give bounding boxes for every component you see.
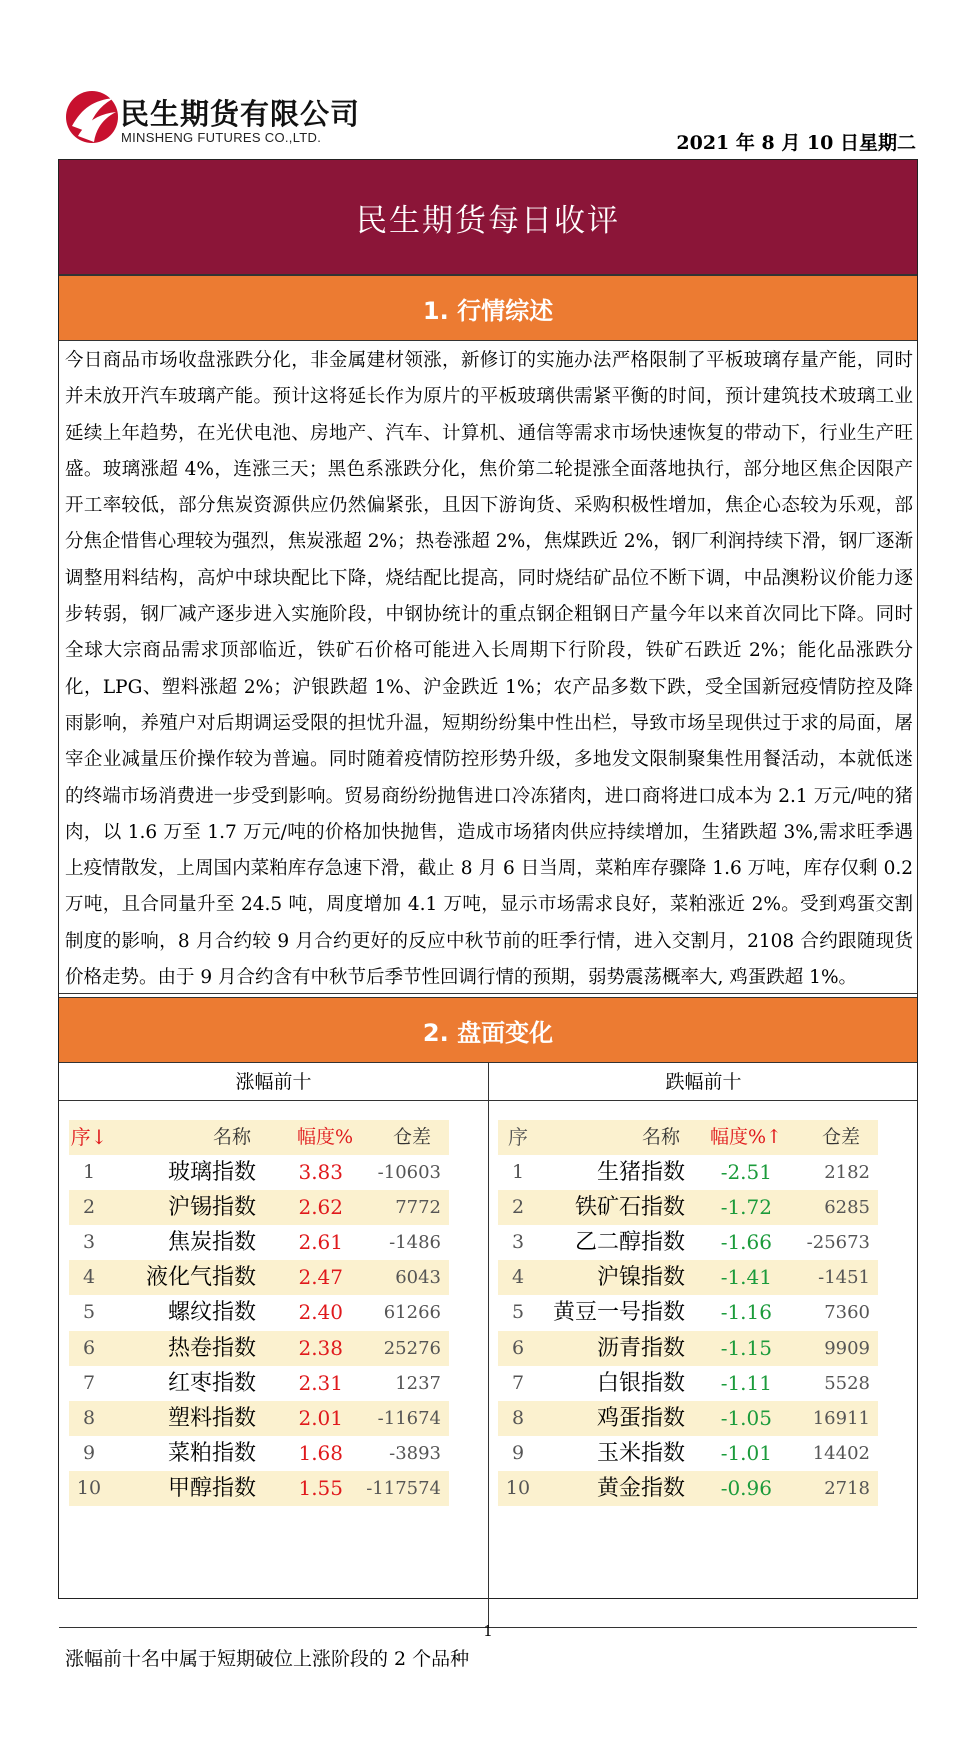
breakout-note: 涨幅前十名中属于短期破位上涨阶段的 2 个品种 <box>65 1648 470 1670</box>
rank-cell: 10 <box>505 1476 531 1499</box>
pct-cell: 2.40 <box>298 1300 343 1325</box>
diff-cell: 7772 <box>395 1197 441 1219</box>
pct-cell: -1.72 <box>720 1195 772 1220</box>
pct-cell: -1.66 <box>720 1230 772 1255</box>
pct-cell: 2.31 <box>298 1370 343 1395</box>
table-row <box>498 1401 878 1436</box>
table-row <box>69 1155 449 1190</box>
name-cell: 热卷指数 <box>167 1335 256 1361</box>
diff-cell: 1237 <box>395 1372 441 1394</box>
page-number: 1 <box>483 1622 493 1640</box>
name-cell: 塑料指数 <box>167 1405 256 1431</box>
table-row <box>69 1471 449 1506</box>
diff-cell: 6285 <box>824 1197 870 1219</box>
table-row <box>498 1155 878 1190</box>
name-cell: 黄金指数 <box>596 1475 685 1501</box>
pct-cell: 2.38 <box>298 1335 343 1360</box>
name-cell: 黄豆一号指数 <box>552 1300 685 1326</box>
divider <box>59 993 917 994</box>
pct-label: 幅度% <box>710 1126 767 1148</box>
table-row <box>498 1295 878 1330</box>
table-row <box>498 1225 878 1260</box>
rank-cell: 10 <box>76 1476 102 1499</box>
pct-cell: 2.61 <box>298 1230 343 1255</box>
diff-cell: 16911 <box>812 1407 870 1429</box>
pct-cell: -1.41 <box>720 1265 772 1290</box>
pct-cell: -1.15 <box>720 1335 772 1360</box>
section-title-overview: 1. 行情综述 <box>59 275 917 341</box>
name-cell: 玻璃指数 <box>167 1160 256 1186</box>
rank-cell: 3 <box>82 1231 96 1254</box>
rank-cell: 8 <box>511 1406 525 1429</box>
table-row <box>69 1331 449 1366</box>
col-pct-header[interactable]: 幅度% <box>296 1126 353 1148</box>
section-title-board-changes: 2. 盘面变化 <box>59 997 917 1063</box>
name-cell: 玉米指数 <box>596 1440 685 1466</box>
name-cell: 甲醇指数 <box>167 1475 256 1501</box>
rank-cell: 2 <box>511 1196 525 1219</box>
diff-cell: -10603 <box>377 1162 441 1184</box>
col-pct-header[interactable] <box>710 1120 782 1155</box>
table-row <box>498 1331 878 1366</box>
gainers-table <box>69 1120 449 1506</box>
report-frame <box>58 159 918 1670</box>
diff-cell: 25276 <box>383 1337 441 1359</box>
name-cell: 沪锡指数 <box>167 1195 256 1221</box>
table-row <box>498 1436 878 1471</box>
diff-cell: -25673 <box>806 1232 870 1254</box>
col-diff-header[interactable]: 仓差 <box>821 1126 860 1148</box>
company-name-cn: 民生期货有限公司 <box>120 97 361 131</box>
table-row <box>69 1401 449 1436</box>
pct-cell: 3.83 <box>298 1160 343 1185</box>
col-name-header[interactable]: 名称 <box>641 1126 680 1148</box>
company-name-en: MINSHENG FUTURES CO.,LTD. <box>121 130 322 145</box>
losers-heading: 跌幅前十 <box>665 1071 742 1093</box>
gainers-heading: 涨幅前十 <box>235 1071 312 1093</box>
col-rank-header[interactable]: 序 <box>508 1125 528 1149</box>
table-row <box>69 1436 449 1471</box>
table-row <box>69 1366 449 1401</box>
pct-cell: -0.96 <box>720 1475 772 1500</box>
diff-cell: -11674 <box>377 1407 441 1429</box>
rank-cell: 7 <box>511 1371 525 1394</box>
name-cell: 铁矿石指数 <box>574 1195 685 1221</box>
report-title: 民生期货每日收评 <box>59 160 917 275</box>
rank-cell: 8 <box>82 1406 96 1429</box>
sort-up-arrow-icon: ↑ <box>766 1126 782 1148</box>
report-date: 2021 年 8 月 10 日星期二 <box>676 132 916 154</box>
sort-down-arrow-icon: ↓ <box>90 1125 108 1149</box>
pct-cell: 2.62 <box>298 1195 343 1220</box>
table-header-row <box>69 1120 449 1155</box>
rank-cell: 6 <box>82 1336 96 1359</box>
diff-cell: 14402 <box>812 1442 870 1464</box>
rank-cell: 4 <box>82 1266 96 1289</box>
table-row <box>498 1366 878 1401</box>
name-cell: 沥青指数 <box>596 1335 685 1361</box>
name-cell: 菜粕指数 <box>167 1440 256 1466</box>
rank-cell: 6 <box>511 1336 525 1359</box>
name-cell: 生猪指数 <box>596 1160 685 1186</box>
rank-cell: 4 <box>511 1266 525 1289</box>
pct-cell: 2.01 <box>298 1405 343 1430</box>
name-cell: 乙二醇指数 <box>574 1230 685 1256</box>
rank-cell: 5 <box>511 1301 525 1324</box>
name-cell: 鸡蛋指数 <box>596 1405 685 1431</box>
rank-cell: 1 <box>82 1161 96 1184</box>
rank-cell: 3 <box>511 1231 525 1254</box>
pct-cell: 2.47 <box>298 1265 343 1290</box>
diff-cell: -117574 <box>366 1477 441 1499</box>
diff-cell: 9909 <box>824 1337 870 1359</box>
rank-cell: 9 <box>511 1441 525 1464</box>
name-cell: 白银指数 <box>596 1370 685 1396</box>
col-diff-header[interactable]: 仓差 <box>392 1126 431 1148</box>
diff-cell: -1486 <box>389 1232 441 1254</box>
pct-cell: -1.01 <box>720 1440 772 1465</box>
market-overview-text: 今日商品市场收盘涨跌分化，非金属建材领涨，新修订的实施办法严格限制了平板玻璃存量产能，同时并未放开汽车玻璃产能。预计这将延长作为原片的平板玻璃供需紧平衡的时间，预计建筑技术玻璃工业延续上年趋势，在光伏电池、房地产、汽车、计算机、通信等需求市场快速恢复的带动下，行业生产旺盛。玻璃涨超 4%，连涨三天；黑色系涨跌分化，焦价第二轮提涨全面落地执行，部分地区焦企因限产开工率较低，部分焦炭资源供应仍然偏紧张，且因下游询货、采购积极性增加，焦企心态较为乐观，部分焦企惜售心理较为强烈，焦炭涨超 2%；热卷涨超 2%，焦煤跌近 2%，钢厂利润持续下滑，钢厂逐渐调整用料结构，高炉中球块配比下降，烧结配比提高，同时烧结矿品位不断下调，中品澳粉议价能力逐步转弱，钢厂减产逐步进入实施阶段，中钢协统计的重点钢企粗钢日产量今年以来首次同比下降。同时全球大宗商品需求顶部临近，铁矿石价格可能进入长周期下行阶段，铁矿石跌近 2%；能化品涨跌分化，LPG、塑料涨超 2%；沪银跌超 1%、沪金跌近 1%；农产品多数下跌，受全国新冠疫情防控及降雨影响，养殖户对后期调运受限的担忧升温，短期纷纷集中性出栏，导致市场呈现供过于求的局面，屠宰企业减量压价操作较为普遍。同时随着疫情防控形势升级，多地发文限制聚集性用餐活动，本就低迷的终端市场消费进一步受到影响。贸易商纷纷抛售进口冷冻猪肉，进口商将进口成本为 2.1 万元/吨的猪肉，以 1.6 万至 1.7 万元/吨的价格加快抛售，造成市场猪肉供应持续增加，生猪跌超 3%,需求旺季遇上疫情散发，上周国内菜粕库存急速下滑，截止 8 月 6 日当周，菜粕库存骤降 1.6 万吨，库存仅剩 0.2 万吨，且合同量升至 24.5 吨，周度增加 4.1 万吨，显示市场需求良好，菜粕涨近 2%。受到鸡蛋交割制度的影响，8 月合约较 9 月合约更好的反应中秋节前的旺季行情，进入交割月，2108 合约跟随现货价格走势。由于 9 月合约含有中秋节后季节性回调行情的预期，弱势震荡概率大, 鸡蛋跌超 1%。 <box>65 350 913 989</box>
name-cell: 液化气指数 <box>145 1265 256 1291</box>
column-divider <box>488 1063 489 1627</box>
minsheng-logo-icon <box>64 86 122 148</box>
company-logo <box>64 86 364 150</box>
diff-cell: 2718 <box>824 1477 870 1499</box>
table-row <box>69 1260 449 1295</box>
table-row <box>69 1225 449 1260</box>
diff-cell: 6043 <box>395 1267 441 1289</box>
diff-cell: 2182 <box>824 1162 870 1184</box>
losers-table <box>498 1120 878 1506</box>
pct-cell: 1.68 <box>298 1440 343 1465</box>
table-row <box>498 1471 878 1506</box>
pct-cell: -1.16 <box>720 1300 772 1325</box>
pct-cell: 1.55 <box>298 1475 343 1500</box>
table-row <box>498 1260 878 1295</box>
table-row <box>498 1190 878 1225</box>
diff-cell: 5528 <box>824 1372 870 1394</box>
diff-cell: 61266 <box>383 1302 441 1324</box>
table-header-row <box>498 1120 878 1155</box>
rank-cell: 7 <box>82 1371 96 1394</box>
rank-cell: 1 <box>511 1161 525 1184</box>
rank-cell: 9 <box>82 1441 96 1464</box>
diff-cell: 7360 <box>824 1302 870 1324</box>
col-name-header[interactable]: 名称 <box>212 1126 251 1148</box>
name-cell: 沪镍指数 <box>596 1265 685 1291</box>
pct-cell: -2.51 <box>720 1160 772 1185</box>
rank-cell: 5 <box>82 1301 96 1324</box>
diff-cell: -3893 <box>389 1442 441 1464</box>
rank-cell: 2 <box>82 1196 96 1219</box>
table-row <box>69 1190 449 1225</box>
name-cell: 焦炭指数 <box>167 1230 256 1256</box>
table-row <box>69 1295 449 1330</box>
pct-cell: -1.11 <box>720 1370 772 1395</box>
diff-cell: -1451 <box>818 1267 870 1289</box>
col-rank-header[interactable] <box>69 1120 109 1155</box>
rank-label: 序 <box>70 1125 91 1149</box>
name-cell: 螺纹指数 <box>167 1300 256 1326</box>
name-cell: 红枣指数 <box>167 1370 256 1396</box>
pct-cell: -1.05 <box>720 1405 772 1430</box>
